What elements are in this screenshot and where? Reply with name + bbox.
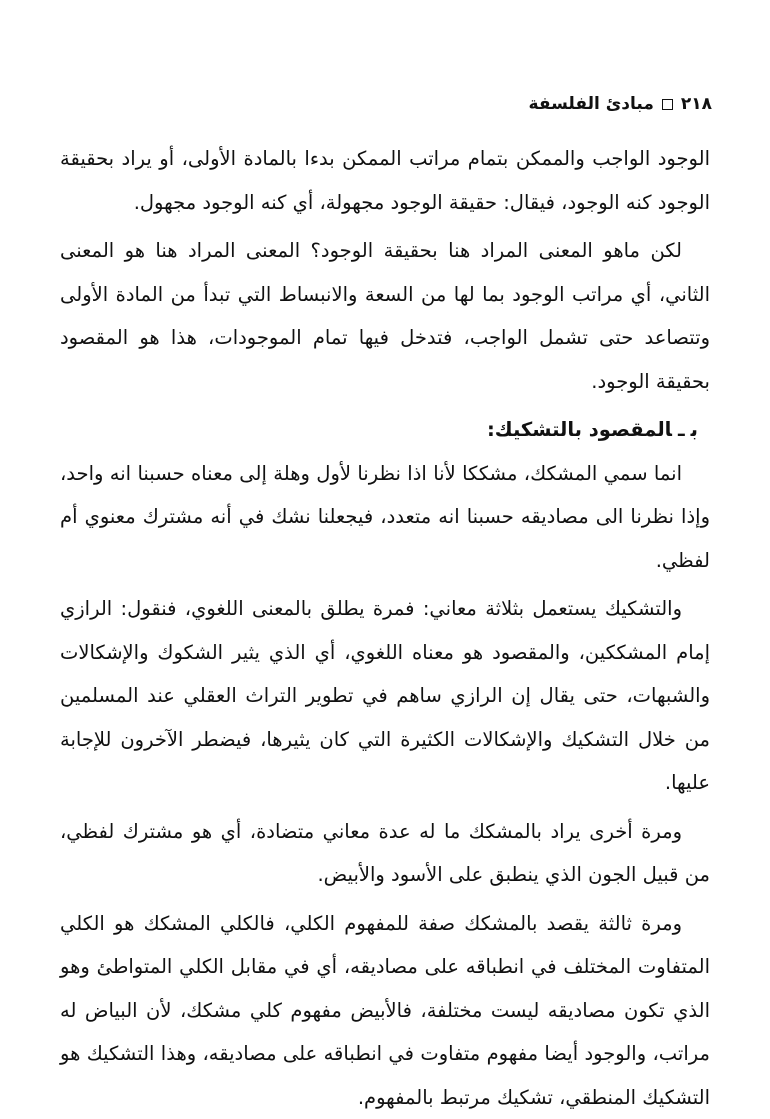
paragraph: ومرة أخرى يراد بالمشكك ما له عدة معاني متضادة، أي هو مشترك لفظي، من قبيل الجون الذي ينطبق على الأسود والأبيض. xyxy=(60,810,710,897)
section-heading-title: المقصود بالتشكيك: xyxy=(487,418,672,441)
square-separator-icon xyxy=(662,99,673,110)
section-heading-dash: ـ xyxy=(678,418,685,441)
section-heading xyxy=(60,408,710,452)
section-heading-letter: ب xyxy=(691,418,698,441)
running-header xyxy=(60,92,712,116)
paragraph: لكن ماهو المعنى المراد هنا بحقيقة الوجود؟ المعنى المراد هنا هو المعنى الثاني، أي مراتب الوجود بما لها من السعة والانبساط التي تبدأ من المادة الأولى وتتصاعد حتى تشمل الواجب، فتدخل فيها تمام الموجودات، هذا هو المقصود بحقيقة الوجود. xyxy=(60,229,710,403)
paragraph: انما سمي المشكك، مشككا لأنا اذا نظرنا لأول وهلة إلى معناه حسبنا انه واحد، وإذا نظرنا الى مصاديقه حسبنا انه متعدد، فيجعلنا نشك في أنه مشترك معنوي أم لفظي. xyxy=(60,452,710,583)
paragraph: ومرة ثالثة يقصد بالمشكك صفة للمفهوم الكلي، فالكلي المشكك هو الكلي المتفاوت المختلف في انطباقه على مصاديقه، أي في مقابل الكلي المتواطئ وهو الذي تكون مصاديقه ليست مختلفة، فالأبيض مفهوم كلي مشكك، لأن البياض له مراتب، والوجود أيضا مفهوم متفاوت في انطباقه على مصاديقه، وهذا التشكيك هو التشكيك المنطقي، تشكيك مرتبط بالمفهوم. xyxy=(60,902,710,1119)
paragraph-continued: الوجود الواجب والممكن بتمام مراتب الممكن بدءا بالمادة الأولى، أو يراد بحقيقة الوجود كنه الوجود، فيقال: حقيقة الوجود مجهولة، أي كنه الوجود مجهول. xyxy=(60,137,710,224)
page-number: ٢١٨ xyxy=(681,92,712,116)
paragraph: والتشكيك يستعمل بثلاثة معاني: فمرة يطلق بالمعنى اللغوي، فنقول: الرازي إمام المشككين، والمقصود هو معناه اللغوي، أي الذي يثير الشكوك والإشكالات والشبهات، حتى يقال إن الرازي ساهم في تطوير التراث العقلي عند المسلمين من خلال التشكيك والإشكالات الكثيرة التي كان يثيرها، فيضطر الآخرون للإجابة عليها. xyxy=(60,587,710,805)
page-body xyxy=(60,137,710,1119)
book-title: مبادئ الفلسفة xyxy=(529,92,654,116)
